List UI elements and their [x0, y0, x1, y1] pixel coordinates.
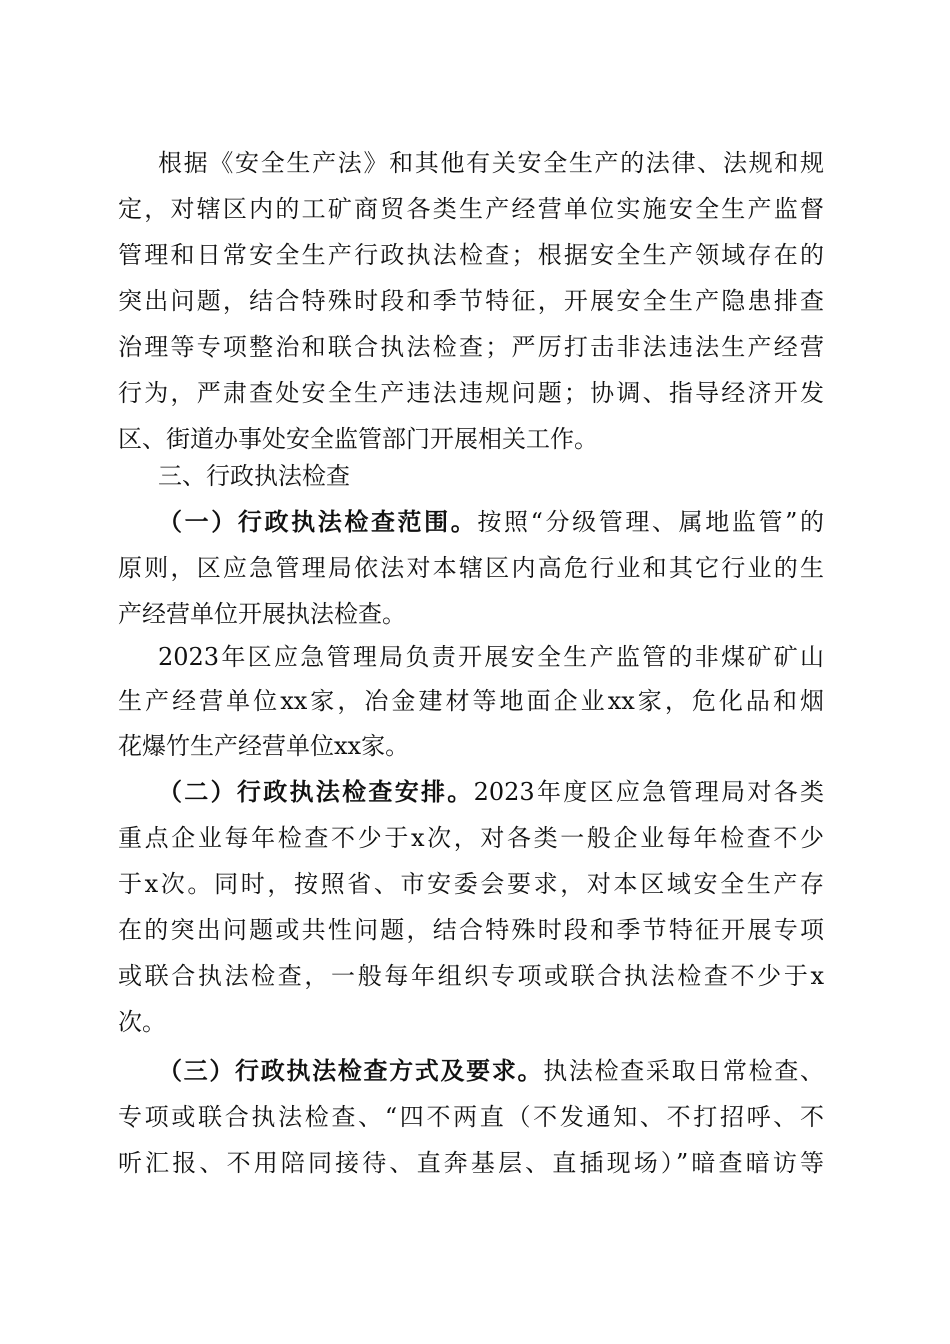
paragraph-line: 或联合执法检查，一般每年组织专项或联合执法检查不少于x	[118, 962, 824, 990]
paragraph-line: 行为，严肃查处安全生产违法违规问题；协调、指导经济开发	[118, 379, 824, 407]
paragraph-line: 2023年区应急管理局负责开展安全生产监管的非煤矿矿山	[158, 643, 824, 671]
paragraph-line: 定，对辖区内的工矿商贸各类生产经营单位实施安全生产监督	[118, 195, 824, 223]
paragraph-line: 区、街道办事处安全监管部门开展相关工作。	[118, 425, 598, 453]
section-heading: 三、行政执法检查	[158, 462, 350, 490]
paragraph-line: 专项或联合执法检查、“四不两直（不发通知、不打招呼、不	[118, 1103, 824, 1131]
section-1-first-line-text: 按照“分级管理、属地监管”的	[477, 508, 824, 536]
section-2-lead: （二）行政执法检查安排。	[158, 777, 474, 806]
paragraph-line: 原则，区应急管理局依法对本辖区内高危行业和其它行业的生	[118, 554, 824, 582]
paragraph-line: 花爆竹生产经营单位xx家。	[118, 732, 410, 760]
section-2-first-line-text: 2023年度区应急管理局对各类	[473, 778, 825, 806]
paragraph-line: 治理等专项整治和联合执法检查；严厉打击非法违法生产经营	[118, 333, 824, 361]
section-3-first-line-text: 执法检查采取日常检查、	[543, 1057, 825, 1085]
paragraph-line: 于x次。同时，按照省、市安委会要求，对本区域安全生产存	[118, 870, 824, 898]
paragraph-line: 听汇报、不用陪同接待、直奔基层、直插现场）”暗查暗访等	[118, 1149, 824, 1177]
section-1-lead: （一）行政执法检查范围。	[158, 507, 478, 536]
section-3-first-line	[158, 1051, 824, 1091]
paragraph-line: 突出问题，结合特殊时段和季节特征，开展安全生产隐患排查	[118, 287, 824, 315]
paragraph-line: 生产经营单位xx家，冶金建材等地面企业xx家，危化品和烟	[118, 687, 824, 715]
paragraph-line: 在的突出问题或共性问题，结合特殊时段和季节特征开展专项	[118, 916, 824, 944]
paragraph-line: 次。	[118, 1008, 166, 1036]
paragraph-line: 管理和日常安全生产行政执法检查；根据安全生产领域存在的	[118, 241, 824, 269]
section-2-first-line	[158, 772, 824, 812]
paragraph-line: 根据《安全生产法》和其他有关安全生产的法律、法规和规	[158, 149, 824, 177]
paragraph-line: 产经营单位开展执法检查。	[118, 600, 406, 628]
section-3-lead: （三）行政执法检查方式及要求。	[158, 1056, 544, 1085]
section-1-first-line	[158, 502, 824, 542]
paragraph-line: 重点企业每年检查不少于x次，对各类一般企业每年检查不少	[118, 824, 824, 852]
